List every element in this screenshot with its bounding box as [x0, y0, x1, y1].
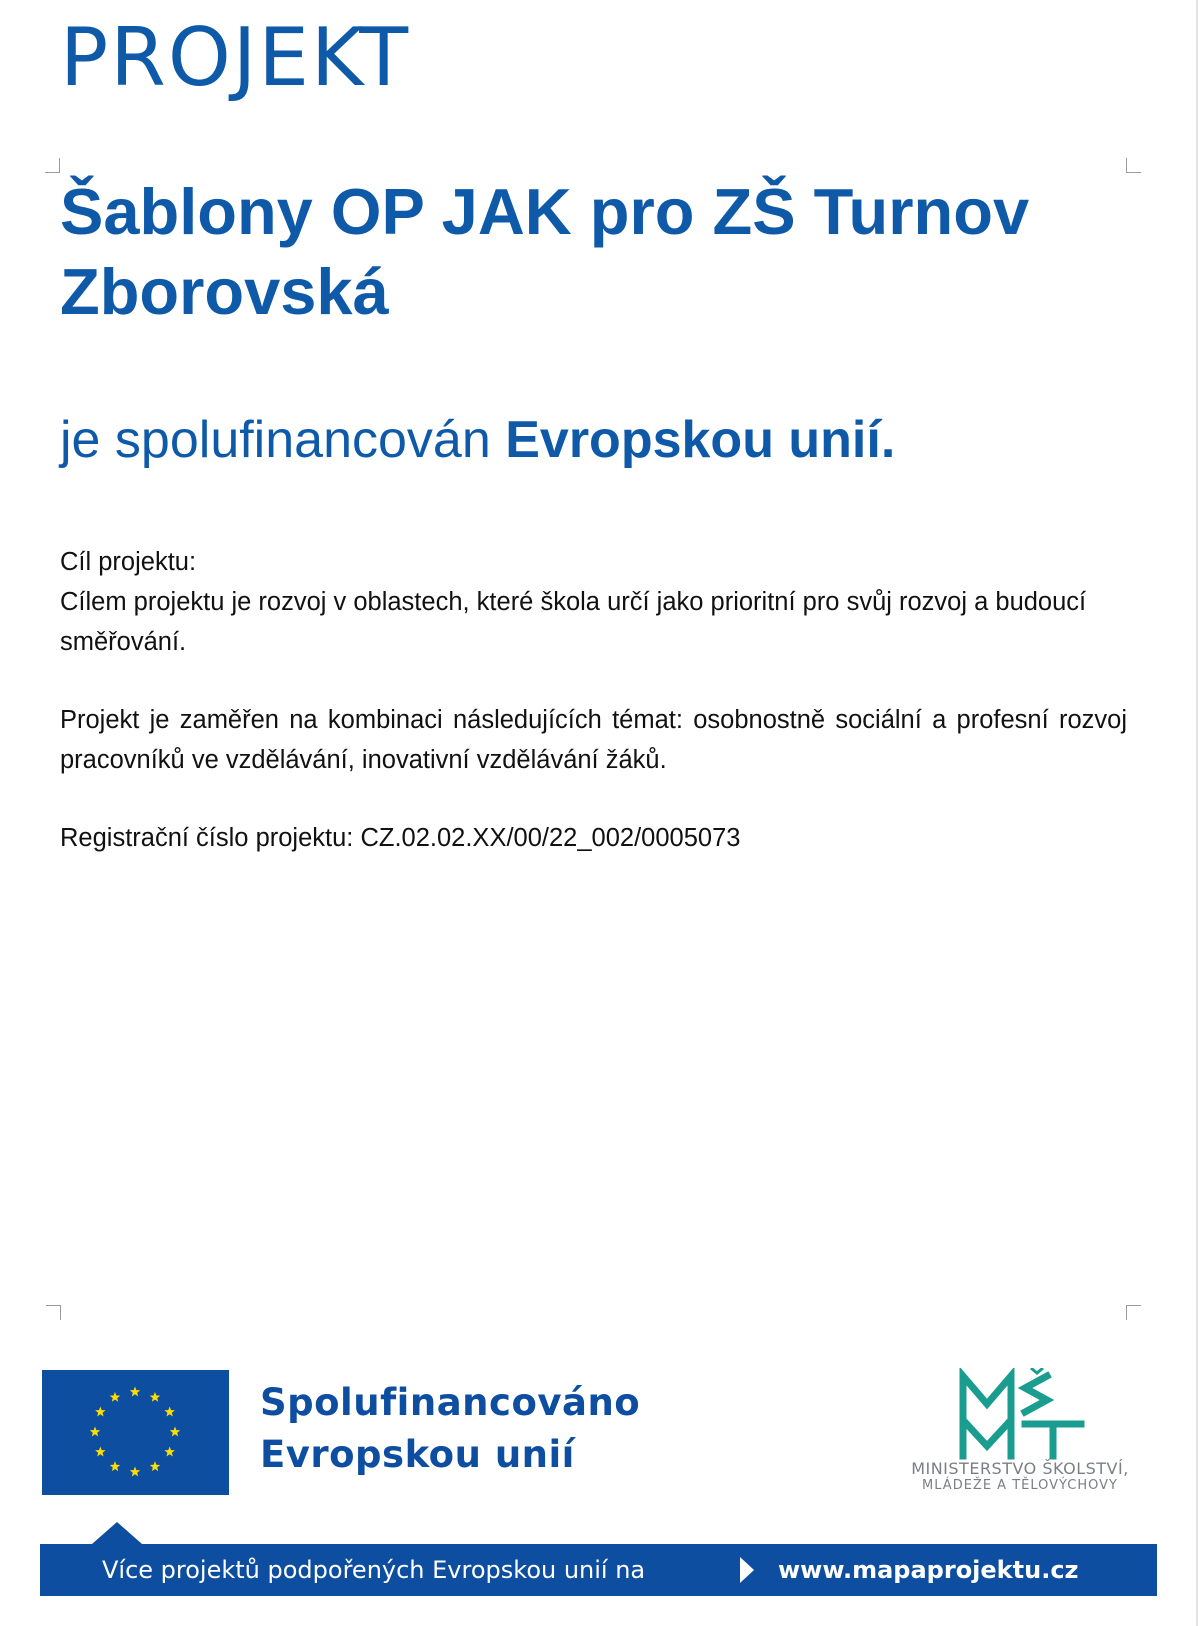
msmt-line1: MINISTERSTVO ŠKOLSTVÍ,	[911, 1459, 1129, 1478]
focus-text: Projekt je zaměřen na kombinaci následujících témat: osobnostně sociální a profesní rozvoj pracovníků ve vzdělávání, inovativní vzdělávání žáků.	[60, 706, 1127, 774]
eu-star-icon	[95, 1407, 105, 1417]
registration-number: Registrační číslo projektu: CZ.02.02.XX/00/22_002/0005073	[60, 824, 741, 852]
crop-mark-top-right	[1126, 158, 1141, 173]
eu-star-icon	[164, 1407, 174, 1417]
footer-url-link[interactable]: www.mapaprojektu.cz	[778, 1556, 1079, 1584]
eu-stars-icon	[42, 1370, 229, 1495]
cofinance-prefix: je spolufinancován	[60, 411, 491, 469]
crop-mark-bottom-left	[46, 1305, 61, 1320]
goal-text: Cílem projektu je rozvoj v oblastech, které škola určí jako prioritní pro svůj rozvoj a budoucí směřování.	[60, 588, 1087, 656]
eu-flag-icon	[42, 1370, 229, 1495]
header-label: PROJEKT	[60, 11, 411, 104]
eu-star-icon	[150, 1392, 160, 1402]
eu-star-icon	[164, 1447, 174, 1457]
eu-star-icon	[170, 1427, 180, 1437]
cofinance-statement	[60, 410, 895, 470]
eu-star-icon	[110, 1461, 120, 1471]
eu-star-icon	[95, 1447, 105, 1457]
project-title: Šablony OP JAK pro ZŠ Turnov Zborovská	[60, 175, 1030, 328]
footer-text: Více projektů podpořených Evropskou unií na	[102, 1556, 646, 1584]
eu-star-icon	[130, 1467, 140, 1477]
eu-star-icon	[90, 1427, 100, 1437]
play-arrow-icon	[740, 1557, 754, 1583]
msmt-line2: MLÁDEŽE A TĚLOVÝCHOVY	[922, 1478, 1118, 1493]
footer-bar	[40, 1544, 1157, 1596]
crop-mark-bottom-right	[1126, 1305, 1141, 1320]
eu-logo-line2: Evropskou unií	[260, 1433, 575, 1476]
goal-label: Cíl projektu:	[60, 548, 197, 576]
crop-mark-top-left	[45, 158, 60, 173]
eu-star-icon	[130, 1387, 140, 1397]
page-edge-line	[1196, 0, 1198, 1626]
msmt-logo-icon	[955, 1368, 1090, 1460]
footer-bar-notch	[92, 1522, 142, 1544]
eu-logo-line1: Spolufinancováno	[260, 1381, 641, 1424]
cofinance-emphasis: Evropskou unií.	[505, 411, 896, 469]
eu-star-icon	[150, 1461, 160, 1471]
eu-cofinance-logo-text	[260, 1377, 640, 1481]
eu-star-icon	[110, 1392, 120, 1402]
msmt-logo-text	[880, 1460, 1160, 1494]
